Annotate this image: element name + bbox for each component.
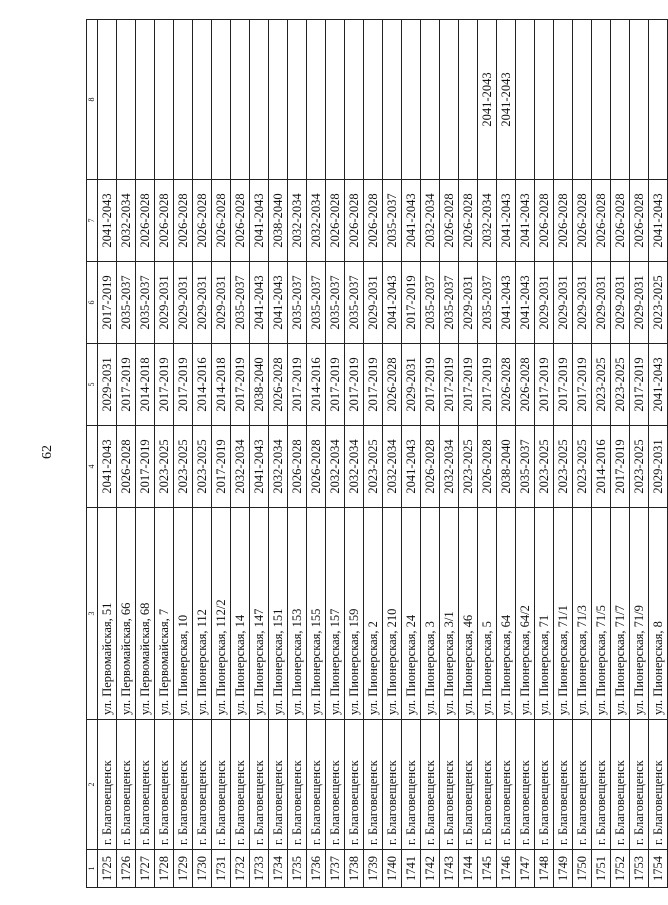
table-cell: [573, 20, 592, 180]
table-row: [288, 20, 307, 888]
table-cell: 2032-2034: [231, 426, 250, 508]
table-cell: 2017-2019: [174, 344, 193, 426]
table-cell: 1740: [383, 850, 402, 888]
table-cell: 2026-2028: [117, 426, 136, 508]
table-cell: 2023-2025: [611, 344, 630, 426]
table-cell: ул. Пионерская, 71/1: [554, 508, 573, 720]
table-cell: 2041-2043: [402, 180, 421, 262]
table-cell: 2017-2019: [554, 344, 573, 426]
table-row: [345, 20, 364, 888]
column-number: 1: [87, 850, 98, 888]
table-cell: 2032-2034: [345, 426, 364, 508]
table-cell: 1747: [516, 850, 535, 888]
table-cell: 2041-2043: [497, 262, 516, 344]
table-cell: г. Благовещенск: [649, 720, 668, 850]
table-row: [383, 20, 402, 888]
table-row: [269, 20, 288, 888]
table-cell: 1749: [554, 850, 573, 888]
table-cell: 1731: [212, 850, 231, 888]
table-row: [98, 20, 117, 888]
table-cell: 2023-2025: [535, 426, 554, 508]
table-row: [459, 20, 478, 888]
column-number: 8: [87, 20, 98, 180]
table-cell: 2041-2043: [649, 344, 668, 426]
table-cell: 1741: [402, 850, 421, 888]
table-cell: 2029-2031: [592, 262, 611, 344]
table-cell: 2032-2034: [478, 180, 497, 262]
table-cell: 2026-2028: [592, 180, 611, 262]
table-cell: ул. Пионерская, 71/7: [611, 508, 630, 720]
table-cell: 2032-2034: [383, 426, 402, 508]
table-cell: г. Благовещенск: [516, 720, 535, 850]
table-cell: г. Благовещенск: [611, 720, 630, 850]
table-cell: 2026-2028: [364, 180, 383, 262]
table-cell: г. Благовещенск: [364, 720, 383, 850]
table-cell: 2026-2028: [288, 426, 307, 508]
table-cell: 2017-2019: [288, 344, 307, 426]
table-cell: 2026-2028: [554, 180, 573, 262]
table-cell: 2029-2031: [535, 262, 554, 344]
table-cell: ул. Пионерская, 71/9: [630, 508, 649, 720]
table-cell: г. Благовещенск: [269, 720, 288, 850]
table-cell: 1751: [592, 850, 611, 888]
table-cell: 2032-2034: [117, 180, 136, 262]
table-cell: 2026-2028: [573, 180, 592, 262]
table-cell: [535, 20, 554, 180]
table-cell: 2029-2031: [174, 262, 193, 344]
table-row: [440, 20, 459, 888]
table-cell: 2026-2028: [326, 180, 345, 262]
table-cell: [288, 20, 307, 180]
table-cell: ул. Пионерская, 112: [193, 508, 212, 720]
table-cell: г. Благовещенск: [307, 720, 326, 850]
table-row: [212, 20, 231, 888]
table-cell: 2035-2037: [307, 262, 326, 344]
table-cell: ул. Первомайская, 7: [155, 508, 174, 720]
table-cell: 2017-2019: [136, 426, 155, 508]
table-cell: 2035-2037: [421, 262, 440, 344]
table-cell: 2017-2019: [117, 344, 136, 426]
column-number: 4: [87, 426, 98, 508]
table-cell: г. Благовещенск: [440, 720, 459, 850]
table-cell: [155, 20, 174, 180]
table-cell: ул. Пионерская, 3/1: [440, 508, 459, 720]
table-cell: [345, 20, 364, 180]
table-cell: 2035-2037: [478, 262, 497, 344]
table-cell: 2014-2016: [193, 344, 212, 426]
table-cell: 2041-2043: [250, 180, 269, 262]
table-cell: г. Благовещенск: [117, 720, 136, 850]
table-cell: 2029-2031: [630, 262, 649, 344]
table-cell: 2014-2016: [592, 426, 611, 508]
table-cell: ул. Пионерская, 10: [174, 508, 193, 720]
table-cell: 2032-2034: [288, 180, 307, 262]
table-cell: г. Благовещенск: [193, 720, 212, 850]
table-cell: г. Благовещенск: [345, 720, 364, 850]
table-cell: ул. Первомайская, 51: [98, 508, 117, 720]
table-cell: ул. Пионерская, 157: [326, 508, 345, 720]
table-cell: [98, 20, 117, 180]
table-cell: [649, 20, 668, 180]
table-cell: г. Благовещенск: [288, 720, 307, 850]
table-cell: 2017-2019: [364, 344, 383, 426]
table-cell: 2023-2025: [155, 426, 174, 508]
table-cell: 2017-2019: [155, 344, 174, 426]
table-cell: 1735: [288, 850, 307, 888]
table-cell: г. Благовещенск: [497, 720, 516, 850]
table-cell: [402, 20, 421, 180]
table-cell: 2017-2019: [535, 344, 554, 426]
table-cell: 1742: [421, 850, 440, 888]
table-cell: 2026-2028: [611, 180, 630, 262]
table-cell: 1734: [269, 850, 288, 888]
table-cell: 1748: [535, 850, 554, 888]
table-cell: г. Благовещенск: [573, 720, 592, 850]
table-cell: [421, 20, 440, 180]
table-row: [193, 20, 212, 888]
table-cell: 1733: [250, 850, 269, 888]
table-cell: 2014-2018: [212, 344, 231, 426]
table-cell: ул. Пионерская, 71: [535, 508, 554, 720]
table-cell: 1725: [98, 850, 117, 888]
table-cell: 2017-2019: [326, 344, 345, 426]
table-cell: г. Благовещенск: [383, 720, 402, 850]
table-cell: [459, 20, 478, 180]
table-cell: 2032-2034: [326, 426, 345, 508]
table-cell: 2029-2031: [364, 262, 383, 344]
table-cell: 2026-2028: [630, 180, 649, 262]
table-cell: ул. Пионерская, 46: [459, 508, 478, 720]
table-cell: 2023-2025: [174, 426, 193, 508]
table-row: [174, 20, 193, 888]
table-cell: 2041-2043: [383, 262, 402, 344]
table-row: [307, 20, 326, 888]
table-cell: 2017-2019: [478, 344, 497, 426]
table-row: [231, 20, 250, 888]
table-cell: 2032-2034: [421, 180, 440, 262]
table-cell: 2035-2037: [326, 262, 345, 344]
table-cell: 1736: [307, 850, 326, 888]
table-cell: г. Благовещенск: [535, 720, 554, 850]
table-cell: ул. Пионерская, 8: [649, 508, 668, 720]
table-cell: 2017-2019: [98, 262, 117, 344]
table-cell: 2026-2028: [383, 344, 402, 426]
table-cell: 2026-2028: [516, 344, 535, 426]
column-number: 5: [87, 344, 98, 426]
table-row: [402, 20, 421, 888]
table-cell: 2041-2043: [269, 262, 288, 344]
table-cell: 2029-2031: [98, 344, 117, 426]
table-cell: 2014-2016: [307, 344, 326, 426]
table-cell: г. Благовещенск: [326, 720, 345, 850]
table-cell: 2041-2043: [478, 20, 497, 180]
table-cell: 2041-2043: [649, 180, 668, 262]
table-row: [250, 20, 269, 888]
table-cell: 2029-2031: [193, 262, 212, 344]
table-cell: [231, 20, 250, 180]
table-cell: 2029-2031: [611, 262, 630, 344]
table-cell: [440, 20, 459, 180]
table-cell: 2035-2037: [117, 262, 136, 344]
table-cell: 1737: [326, 850, 345, 888]
column-number: 3: [87, 508, 98, 720]
table-cell: 2026-2028: [497, 344, 516, 426]
table-cell: [383, 20, 402, 180]
table-cell: 2035-2037: [345, 262, 364, 344]
table-cell: ул. Пионерская, 155: [307, 508, 326, 720]
table-cell: 1727: [136, 850, 155, 888]
table-cell: 2041-2043: [516, 180, 535, 262]
table-cell: 2035-2037: [516, 426, 535, 508]
table-cell: г. Благовещенск: [98, 720, 117, 850]
table-cell: [193, 20, 212, 180]
table-cell: 2029-2031: [649, 426, 668, 508]
table-cell: г. Благовещенск: [402, 720, 421, 850]
table-cell: ул. Пионерская, 3: [421, 508, 440, 720]
table-cell: 2023-2025: [364, 426, 383, 508]
table-cell: г. Благовещенск: [459, 720, 478, 850]
table-cell: 2026-2028: [345, 180, 364, 262]
table-cell: 2023-2025: [554, 426, 573, 508]
table-cell: 2032-2034: [269, 426, 288, 508]
table-cell: 2032-2034: [307, 180, 326, 262]
table-cell: 2038-2040: [269, 180, 288, 262]
table-cell: г. Благовещенск: [155, 720, 174, 850]
table-cell: 1739: [364, 850, 383, 888]
table-cell: [174, 20, 193, 180]
table-cell: 1746: [497, 850, 516, 888]
table-cell: ул. Пионерская, 64: [497, 508, 516, 720]
table-cell: 1730: [193, 850, 212, 888]
table-cell: 2017-2019: [345, 344, 364, 426]
table-cell: 1744: [459, 850, 478, 888]
table-cell: 2032-2034: [440, 426, 459, 508]
table-cell: 1754: [649, 850, 668, 888]
table-row: [554, 20, 573, 888]
table-cell: 2017-2019: [231, 344, 250, 426]
table-cell: ул. Пионерская, 71/5: [592, 508, 611, 720]
table-cell: 2041-2043: [250, 262, 269, 344]
table-cell: 1728: [155, 850, 174, 888]
table-cell: 1750: [573, 850, 592, 888]
table-cell: 2017-2019: [421, 344, 440, 426]
table-cell: 2014-2018: [136, 344, 155, 426]
table-cell: 2038-2040: [250, 344, 269, 426]
table-cell: 2035-2037: [231, 262, 250, 344]
table-cell: 2026-2028: [478, 426, 497, 508]
table-cell: ул. Пионерская, 14: [231, 508, 250, 720]
rotated-table-container: [86, 20, 665, 888]
table-cell: 2017-2019: [459, 344, 478, 426]
table-cell: 2023-2025: [592, 344, 611, 426]
table-cell: 2023-2025: [573, 426, 592, 508]
table-cell: ул. Пионерская, 153: [288, 508, 307, 720]
table-cell: [611, 20, 630, 180]
table-cell: г. Благовещенск: [421, 720, 440, 850]
table-row: [497, 20, 516, 888]
table-cell: 2029-2031: [459, 262, 478, 344]
table-cell: 2026-2028: [193, 180, 212, 262]
table-cell: 2017-2019: [440, 344, 459, 426]
table-cell: 1753: [630, 850, 649, 888]
table-cell: 2017-2019: [573, 344, 592, 426]
table-cell: 1743: [440, 850, 459, 888]
table-body: [98, 20, 668, 888]
table-cell: 2035-2037: [136, 262, 155, 344]
table-row: [611, 20, 630, 888]
table-cell: [117, 20, 136, 180]
table-cell: 2026-2028: [155, 180, 174, 262]
table-row: [478, 20, 497, 888]
table-cell: ул. Пионерская, 64/2: [516, 508, 535, 720]
table-row: [136, 20, 155, 888]
table-cell: 2026-2028: [440, 180, 459, 262]
table-cell: 1726: [117, 850, 136, 888]
table-cell: 2029-2031: [554, 262, 573, 344]
table-cell: 2023-2025: [459, 426, 478, 508]
table-cell: 2026-2028: [459, 180, 478, 262]
table-cell: 2023-2025: [649, 262, 668, 344]
table-row: [573, 20, 592, 888]
table-cell: ул. Первомайская, 66: [117, 508, 136, 720]
table-cell: [136, 20, 155, 180]
table-cell: [307, 20, 326, 180]
table-cell: 2041-2043: [497, 180, 516, 262]
table-cell: 2029-2031: [402, 344, 421, 426]
table-cell: 2029-2031: [212, 262, 231, 344]
column-number-row: [87, 20, 98, 888]
table-cell: ул. Пионерская, 151: [269, 508, 288, 720]
table-row: [535, 20, 554, 888]
table-row: [516, 20, 535, 888]
table-cell: ул. Пионерская, 210: [383, 508, 402, 720]
table-cell: 2017-2019: [402, 262, 421, 344]
table-cell: ул. Первомайская, 68: [136, 508, 155, 720]
table-cell: 2029-2031: [155, 262, 174, 344]
table-cell: 2026-2028: [212, 180, 231, 262]
table-row: [326, 20, 345, 888]
table-cell: 2041-2043: [497, 20, 516, 180]
table-cell: 2041-2043: [250, 426, 269, 508]
column-number: 2: [87, 720, 98, 850]
table-cell: [592, 20, 611, 180]
table-cell: 2017-2019: [611, 426, 630, 508]
table-cell: 2041-2043: [98, 426, 117, 508]
table-cell: [326, 20, 345, 180]
table-cell: 2026-2028: [231, 180, 250, 262]
table-cell: [364, 20, 383, 180]
table-cell: г. Благовещенск: [212, 720, 231, 850]
table-cell: 2026-2028: [535, 180, 554, 262]
table-cell: ул. Пионерская, 112/2: [212, 508, 231, 720]
table-cell: 2026-2028: [136, 180, 155, 262]
table-cell: 1729: [174, 850, 193, 888]
table-cell: 1752: [611, 850, 630, 888]
table-cell: г. Благовещенск: [630, 720, 649, 850]
table-cell: 2026-2028: [269, 344, 288, 426]
table-cell: 2023-2025: [193, 426, 212, 508]
table-row: [630, 20, 649, 888]
table-cell: 2029-2031: [573, 262, 592, 344]
table-cell: [516, 20, 535, 180]
table-cell: 2017-2019: [630, 344, 649, 426]
table-cell: г. Благовещенск: [592, 720, 611, 850]
table-cell: 2041-2043: [98, 180, 117, 262]
table-cell: 1745: [478, 850, 497, 888]
table-cell: г. Благовещенск: [174, 720, 193, 850]
column-number: 7: [87, 180, 98, 262]
table-cell: ул. Пионерская, 5: [478, 508, 497, 720]
table-cell: ул. Пионерская, 2: [364, 508, 383, 720]
table-cell: [250, 20, 269, 180]
table-cell: 2023-2025: [630, 426, 649, 508]
table-row: [364, 20, 383, 888]
table-cell: 2026-2028: [174, 180, 193, 262]
table-cell: г. Благовещенск: [478, 720, 497, 850]
table-cell: [554, 20, 573, 180]
table-cell: 2035-2037: [288, 262, 307, 344]
table-cell: 1738: [345, 850, 364, 888]
table-cell: г. Благовещенск: [250, 720, 269, 850]
table-cell: 2017-2019: [212, 426, 231, 508]
table-row: [592, 20, 611, 888]
table-cell: ул. Пионерская, 147: [250, 508, 269, 720]
table-cell: г. Благовещенск: [554, 720, 573, 850]
table-cell: 2041-2043: [516, 262, 535, 344]
table-cell: ул. Пионерская, 159: [345, 508, 364, 720]
table-cell: [269, 20, 288, 180]
table-row: [421, 20, 440, 888]
table-cell: 1732: [231, 850, 250, 888]
table-row: [155, 20, 174, 888]
table-cell: 2026-2028: [421, 426, 440, 508]
table-cell: г. Благовещенск: [231, 720, 250, 850]
column-number: 6: [87, 262, 98, 344]
table-cell: 2038-2040: [497, 426, 516, 508]
table-cell: 2035-2037: [440, 262, 459, 344]
table-cell: ул. Пионерская, 71/3: [573, 508, 592, 720]
table-cell: 2026-2028: [307, 426, 326, 508]
table-cell: 2041-2043: [402, 426, 421, 508]
table-cell: 2035-2037: [383, 180, 402, 262]
table-row: [649, 20, 668, 888]
table-cell: г. Благовещенск: [136, 720, 155, 850]
table-cell: ул. Пионерская, 24: [402, 508, 421, 720]
data-table: [86, 19, 668, 888]
table-cell: [630, 20, 649, 180]
table-row: [117, 20, 136, 888]
page-number: 62: [40, 445, 55, 459]
table-cell: [212, 20, 231, 180]
